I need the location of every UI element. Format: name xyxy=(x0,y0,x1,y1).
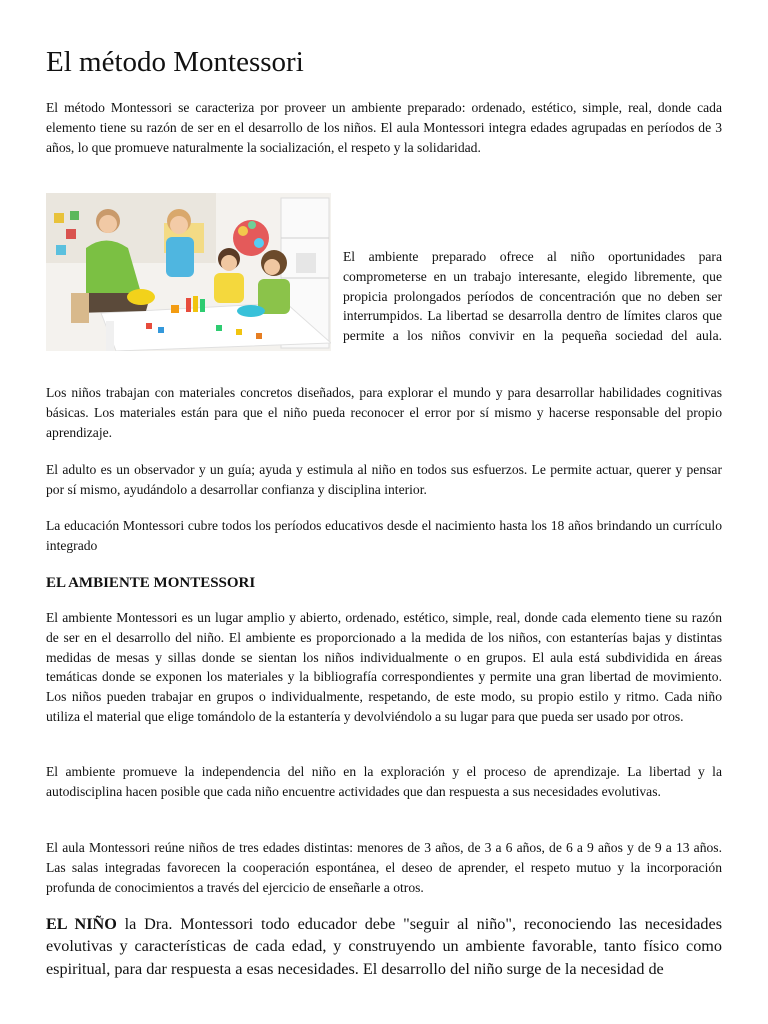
page-title: El método Montessori xyxy=(46,46,304,78)
educacion-paragraph: La educación Montessori cubre todos los períodos educativos desde el nacimiento hasta los 18 años brindando un currículo integrado xyxy=(46,518,722,553)
classroom-photo xyxy=(46,193,331,351)
nino-text: la Dra. Montessori todo educador debe "seguir al niño", reconociendo las necesidades evolutivas y características de cada edad, y construyendo un ambiente favorable, tanto físico como espiritual, para dar respuesta a esas necesidades. El desarrollo del niño surge de la necesidad de xyxy=(46,915,722,978)
section-heading: EL AMBIENTE MONTESSORI xyxy=(46,575,256,591)
nino-heading: EL NIÑO xyxy=(46,915,117,933)
nino-paragraph xyxy=(46,913,722,980)
intro-paragraph: El método Montessori se caracteriza por proveer un ambiente preparado: ordenado, estético, simple, real, donde cada elemento tiene su razón de ser en el desarrollo de los niños. El aula Montessori integra edades agrupadas en períodos de 3 años, lo que promueve naturalmente la socialización, el respeto y la solidaridad. xyxy=(46,100,722,155)
adulto-paragraph: El adulto es un observador y un guía; ayuda y estimula al niño en todos sus esfuerzos. Le permite actuar, querer y pensar por sí mismo, ayudándolo a desarrollar confianza y disciplina interior. xyxy=(46,462,722,497)
materiales-paragraph: Los niños trabajan con materiales concretos diseñados, para explorar el mundo y para desarrollar habilidades cognitivas básicas. Los materiales están para que el niño pueda reconocer el error por sí mismo y hacerse responsable del propio aprendizaje. xyxy=(46,385,722,440)
ambiente-paragraph-2: El ambiente promueve la independencia del niño en la exploración y el proceso de aprendizaje. La libertad y la autodisciplina hacen posible que cada niño encuentre actividades que dan respuesta a sus necesidades evolutivas. xyxy=(46,764,722,799)
ambiente-paragraph-1: El ambiente Montessori es un lugar amplio y abierto, ordenado, estético, simple, real, donde cada elemento tiene su razón de ser en el desarrollo del niño. El ambiente es proporcionado a la medida de los niños, con estanterías bajas y distintas medidas de mesas y sillas donde se sientan los niños individualmente o en grupos. El aula está subdividida en áreas temáticas donde se exponen los materiales y la bibliografía correspondientes y permite una gran libertad de movimiento. Los niños pueden trabajar en grupos o individualmente, respetando, de este modo, su propio estilo y ritmo. Cada niño utiliza el material que elige tomándolo de la estantería y devolviéndolo a su lugar para que pueda ser usado por otros. xyxy=(46,610,722,724)
ambiente-preparado-paragraph: El ambiente preparado ofrece al niño oportunidades para comprometerse en un trabajo interesante, elegido libremente, que propicia prolongados períodos de concentración que no deben ser interrumpidos. La libertad se desarrolla dentro de límites claros que permite a los niños convivir en la pequeña sociedad del aula. xyxy=(343,249,722,344)
aula-paragraph: El aula Montessori reúne niños de tres edades distintas: menores de 3 años, de 3 a 6 años, de 6 a 9 años y de 9 a 13 años. Las salas integradas favorecen la cooperación espontánea, el deseo de aprender, el respeto mutuo y la incorporación profunda de conocimientos a través del ejercicio de enseñarle a otros. xyxy=(46,840,722,895)
